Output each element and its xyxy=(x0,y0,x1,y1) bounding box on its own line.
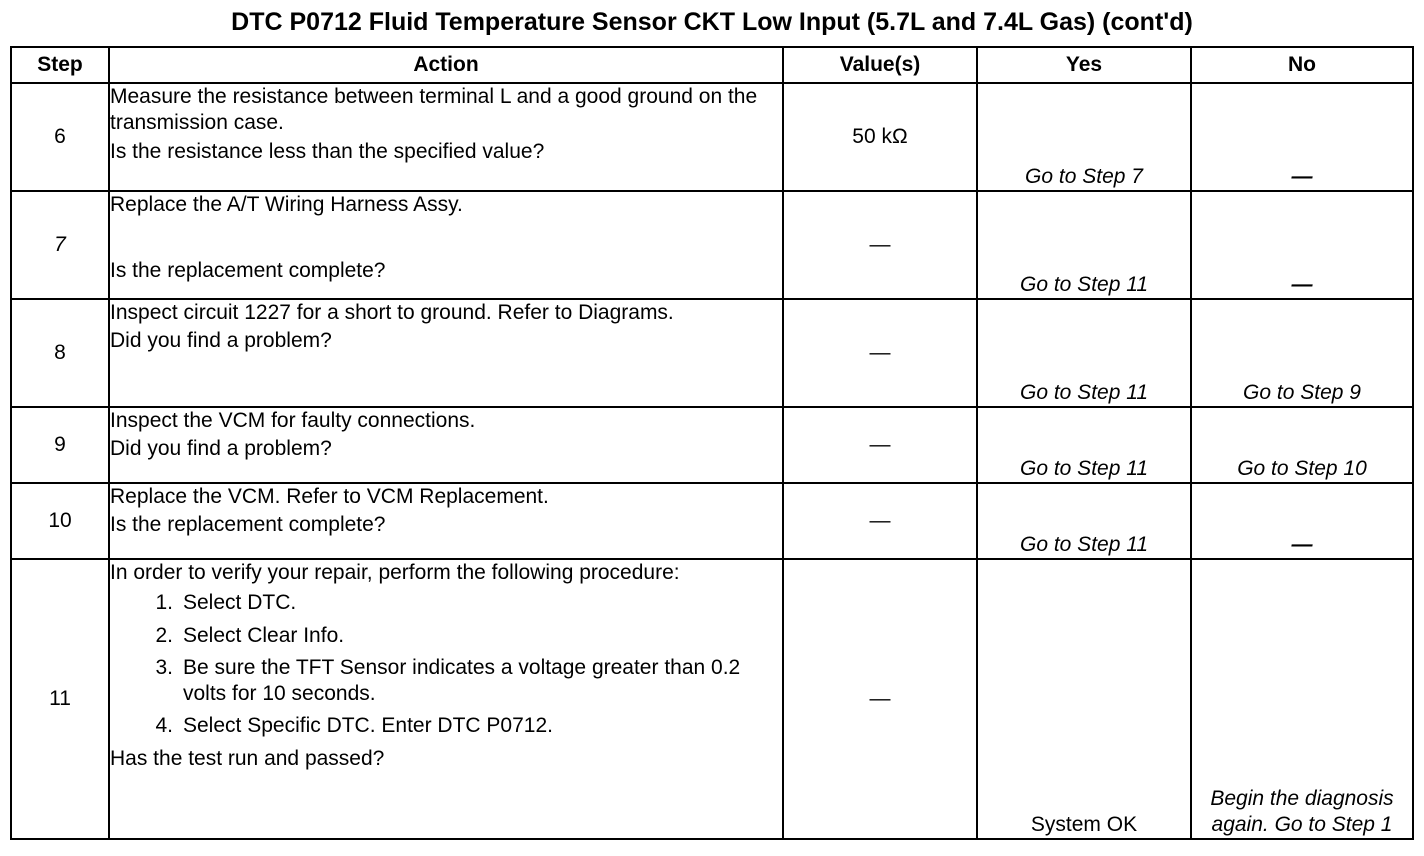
header-step: Step xyxy=(11,47,109,83)
procedure-text: Select DTC. xyxy=(183,591,297,615)
procedure-text: Be sure the TFT Sensor indicates a voltage greater than 0.2 volts for 10 seconds. xyxy=(183,655,741,705)
header-action: Action xyxy=(109,47,783,83)
value-cell: — xyxy=(783,191,977,299)
table-row xyxy=(11,191,1413,299)
step-number: 6 xyxy=(11,83,109,191)
table-row xyxy=(11,299,1413,407)
table-header-row xyxy=(11,47,1413,83)
yes-cell: Go to Step 11 xyxy=(977,299,1191,407)
action-question: Did you find a problem? xyxy=(110,437,332,461)
action-question: Has the test run and passed? xyxy=(110,746,385,770)
value-cell: — xyxy=(783,299,977,407)
header-values: Value(s) xyxy=(783,47,977,83)
action-text: Replace the VCM. Refer to VCM Replacement. xyxy=(110,485,549,508)
action-cell xyxy=(109,559,783,839)
value-cell: — xyxy=(783,407,977,483)
value-cell: — xyxy=(783,559,977,839)
action-cell xyxy=(109,483,783,559)
table-row xyxy=(11,83,1413,191)
action-text: Inspect the VCM for faulty connections. xyxy=(110,409,476,432)
action-cell xyxy=(109,299,783,407)
procedure-text: Select Specific DTC. Enter DTC P0712. xyxy=(183,714,553,738)
table-row xyxy=(11,559,1413,839)
step-number: 11 xyxy=(11,559,109,839)
value-cell: 50 kΩ xyxy=(783,83,977,191)
yes-cell: Go to Step 7 xyxy=(977,83,1191,191)
no-cell: — xyxy=(1191,483,1413,559)
no-cell: Begin the diagnosis again. Go to Step 1 xyxy=(1191,559,1413,839)
diagnostic-table xyxy=(10,46,1414,840)
no-cell: Go to Step 9 xyxy=(1191,299,1413,407)
table-row xyxy=(11,407,1413,483)
procedure-item xyxy=(110,623,782,649)
step-number: 10 xyxy=(11,483,109,559)
no-cell: — xyxy=(1191,191,1413,299)
procedure-item xyxy=(110,655,782,708)
step-number: 7 xyxy=(11,191,109,299)
action-question: Is the resistance less than the specified value? xyxy=(110,139,545,163)
procedure-number: 2. xyxy=(155,623,173,647)
yes-cell: Go to Step 11 xyxy=(977,407,1191,483)
step-number: 9 xyxy=(11,407,109,483)
table-row xyxy=(11,483,1413,559)
procedure-number: 3. xyxy=(155,655,173,679)
action-text: Inspect circuit 1227 for a short to ground. Refer to Diagrams. xyxy=(110,301,674,324)
action-cell xyxy=(109,191,783,299)
action-text: Replace the A/T Wiring Harness Assy. xyxy=(110,193,463,216)
header-yes: Yes xyxy=(977,47,1191,83)
page-title: DTC P0712 Fluid Temperature Sensor CKT Low Input (5.7L and 7.4L Gas) (cont'd) xyxy=(231,8,1193,36)
step-number: 8 xyxy=(11,299,109,407)
action-text: In order to verify your repair, perform the following procedure: xyxy=(110,561,680,584)
no-cell: — xyxy=(1191,83,1413,191)
action-cell xyxy=(109,83,783,191)
action-question: Did you find a problem? xyxy=(110,329,332,353)
yes-cell: Go to Step 11 xyxy=(977,191,1191,299)
action-text: Measure the resistance between terminal L and a good ground on the transmission case. xyxy=(110,85,758,135)
action-question: Is the replacement complete? xyxy=(110,259,386,283)
procedure-item xyxy=(110,590,782,616)
yes-cell: System OK xyxy=(977,559,1191,839)
value-cell: — xyxy=(783,483,977,559)
no-cell: Go to Step 10 xyxy=(1191,407,1413,483)
procedure-number: 4. xyxy=(155,714,173,738)
procedure-list xyxy=(110,590,782,739)
header-no: No xyxy=(1191,47,1413,83)
yes-cell: Go to Step 11 xyxy=(977,483,1191,559)
action-question: Is the replacement complete? xyxy=(110,513,386,537)
procedure-text: Select Clear Info. xyxy=(183,623,345,647)
action-cell xyxy=(109,407,783,483)
procedure-number: 1. xyxy=(155,591,173,615)
procedure-item xyxy=(110,713,782,739)
